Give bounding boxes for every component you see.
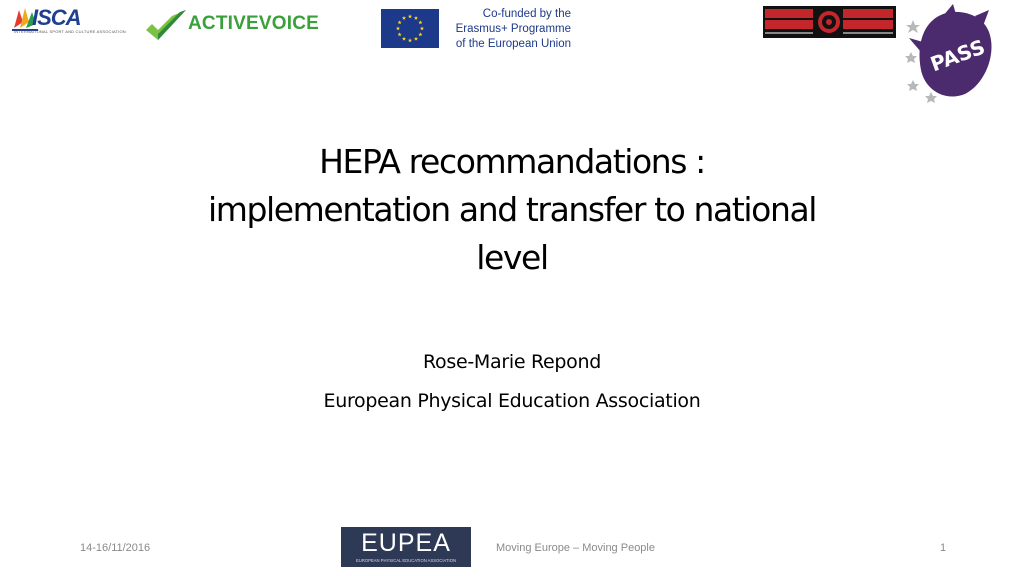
eu-cofunded-text (447, 7, 571, 52)
footer-slogan: Moving Europe – Moving People (496, 542, 655, 554)
footer-date: 14-16/11/2016 (80, 542, 151, 554)
svg-text:PASS: PASS (927, 34, 989, 77)
activevoice-check-icon (144, 8, 188, 42)
eu-text-line: Co-funded by the (482, 8, 571, 20)
eupea-wordmark: EUPEA (361, 529, 451, 557)
pass-logo (903, 2, 999, 106)
sport-citizenship-graphic (763, 6, 896, 38)
eu-text-line: Erasmus+ Programme (455, 23, 571, 35)
slide-title (120, 138, 904, 282)
title-line: level (476, 238, 548, 277)
title-line: implementation and transfer to national (207, 190, 817, 229)
eu-text-line: of the European Union (455, 38, 571, 50)
activevoice-logo (144, 8, 339, 42)
logo-bar (0, 0, 1024, 110)
presenter-organization: European Physical Education Association (323, 390, 701, 412)
pass-emblem-icon (903, 2, 999, 106)
activevoice-wordmark: ACTIVEVOICE (188, 13, 319, 34)
eupea-logo (341, 527, 471, 567)
eupea-tagline: EUROPEAN PHYSICAL EDUCATION ASSOCIATION (356, 558, 456, 563)
eu-flag-icon (381, 9, 439, 48)
title-line: HEPA recommandations : (319, 142, 705, 181)
isca-tagline: INTERNATIONAL SPORT AND CULTURE ASSOCIATION (14, 29, 126, 34)
isca-wordmark: ISCA (32, 5, 81, 30)
sport-citizenship-logo (763, 6, 896, 38)
presenter-name: Rose-Marie Repond (423, 351, 601, 373)
slide-number: 1 (940, 542, 947, 554)
isca-logo (10, 2, 126, 40)
slide-subtitle (200, 343, 824, 421)
